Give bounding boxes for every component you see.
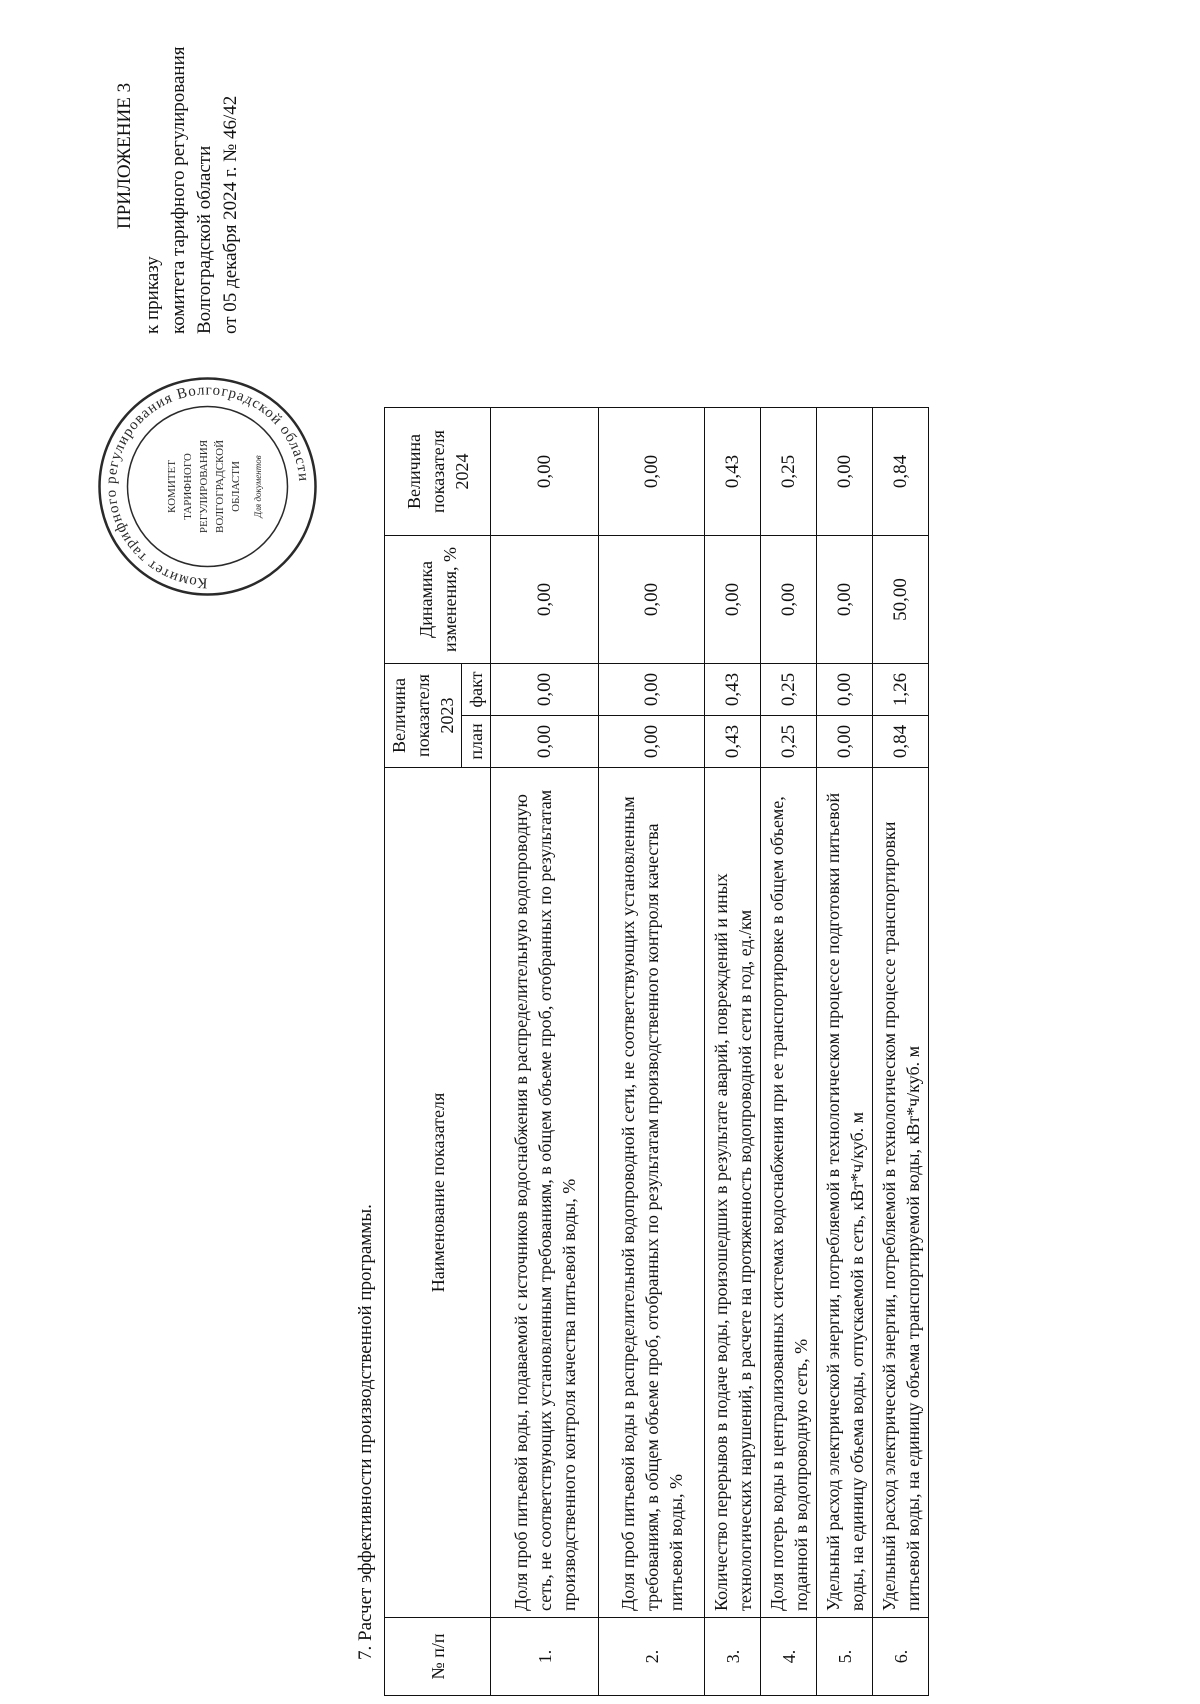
row-fact: 0,00 xyxy=(599,664,705,716)
row-dynamics: 0,00 xyxy=(817,536,873,664)
row-num: 2. xyxy=(599,1618,705,1696)
row-num: 6. xyxy=(873,1618,929,1696)
header-name: Наименование показателя xyxy=(385,768,491,1618)
row-fact: 0,00 xyxy=(817,664,873,716)
header-dynamics: Динамика изменения, % xyxy=(385,536,491,664)
row-name: Доля проб питьевой воды, подаваемой с источников водоснабжения в распределительную водопроводную сеть, не соответствующих установленным требованиям, в общем объеме проб, отобранных по результатам производственного контроля качества питьевой воды, % xyxy=(491,768,599,1618)
header-value-2024: Величина показателя 2024 xyxy=(385,408,491,536)
row-plan: 0,84 xyxy=(873,716,929,768)
row-plan: 0,00 xyxy=(491,716,599,768)
seal-bottom-text: Для документов xyxy=(253,455,263,518)
row-plan: 0,25 xyxy=(761,716,817,768)
row-dynamics: 0,00 xyxy=(705,536,761,664)
row-num: 5. xyxy=(817,1618,873,1696)
header-plan: план xyxy=(462,716,491,768)
header-num: № п/п xyxy=(385,1618,491,1696)
table-row xyxy=(761,408,817,1696)
header-fact: факт xyxy=(462,664,491,716)
appendix-title: ПРИЛОЖЕНИЕ 3 xyxy=(114,82,135,229)
row-dynamics: 0,00 xyxy=(761,536,817,664)
row-name: Доля потерь воды в централизованных системах водоснабжения при ее транспортировке в общем объеме, поданной в водопроводную сеть, % xyxy=(761,768,817,1618)
row-value-2024: 0,84 xyxy=(873,408,929,536)
table-row xyxy=(817,408,873,1696)
row-dynamics: 0,00 xyxy=(491,536,599,664)
official-seal-stamp xyxy=(95,374,320,599)
seal-line-2: ТАРИФНОГО xyxy=(182,453,194,520)
row-value-2024: 0,00 xyxy=(599,408,705,536)
row-plan: 0,00 xyxy=(599,716,705,768)
appendix-line-order: к приказу xyxy=(142,256,163,334)
row-value-2024: 0,00 xyxy=(491,408,599,536)
row-value-2024: 0,25 xyxy=(761,408,817,536)
row-fact: 0,25 xyxy=(761,664,817,716)
row-dynamics: 0,00 xyxy=(599,536,705,664)
table-row xyxy=(705,408,761,1696)
row-name: Удельный расход электрической энергии, потребляемой в технологическом процессе транспортировки питьевой воды, на единицу объема транспортируемой воды, кВт*ч/куб. м xyxy=(873,768,929,1618)
appendix-header xyxy=(112,4,244,334)
row-num: 1. xyxy=(491,1618,599,1696)
appendix-line-region: Волгоградской области xyxy=(194,145,215,334)
row-plan: 0,43 xyxy=(705,716,761,768)
section-title: 7. Расчет эффективности производственной программы. xyxy=(355,1204,376,1660)
row-plan: 0,00 xyxy=(817,716,873,768)
seal-line-3: РЕГУЛИРОВАНИЯ xyxy=(198,439,210,534)
row-num: 3. xyxy=(705,1618,761,1696)
efficiency-table-wrapper xyxy=(384,407,929,1696)
row-name: Удельный расход электрической энергии, потребляемой в технологическом процессе подготовки питьевой воды, на единицу объема воды, отпускаемой в сеть, кВт*ч/куб. м xyxy=(817,768,873,1618)
header-value-2023: Величина показателя 2023 xyxy=(385,664,462,768)
table-row xyxy=(599,408,705,1696)
row-name: Доля проб питьевой воды в распределительной водопроводной сети, не соответствующих установленным требованиям, в общем объеме проб, отобранных по результатам производственного контроля качества питьевой воды, % xyxy=(599,768,705,1618)
row-dynamics: 50,00 xyxy=(873,536,929,664)
seal-line-1: КОМИТЕТ xyxy=(166,460,178,513)
table-row xyxy=(873,408,929,1696)
appendix-line-date: от 05 декабря 2024 г. № 46/42 xyxy=(220,95,241,334)
seal-ring-text: Комитет тарифного регулирования Волгоградской области xyxy=(103,382,312,591)
row-value-2024: 0,43 xyxy=(705,408,761,536)
row-fact: 0,43 xyxy=(705,664,761,716)
row-fact: 1,26 xyxy=(873,664,929,716)
row-num: 4. xyxy=(761,1618,817,1696)
seal-line-4: ВОЛГОГРАДСКОЙ xyxy=(214,439,226,534)
table-row xyxy=(491,408,599,1696)
efficiency-table xyxy=(384,407,929,1696)
row-name: Количество перерывов в подаче воды, произошедших в результате аварий, повреждений и иных технологических нарушений, в расчете на протяженность водопроводной сети в год, ед./км xyxy=(705,768,761,1618)
row-fact: 0,00 xyxy=(491,664,599,716)
row-value-2024: 0,00 xyxy=(817,408,873,536)
appendix-line-committee: комитета тарифного регулирования xyxy=(168,46,189,334)
seal-line-5: ОБЛАСТИ xyxy=(230,461,242,512)
